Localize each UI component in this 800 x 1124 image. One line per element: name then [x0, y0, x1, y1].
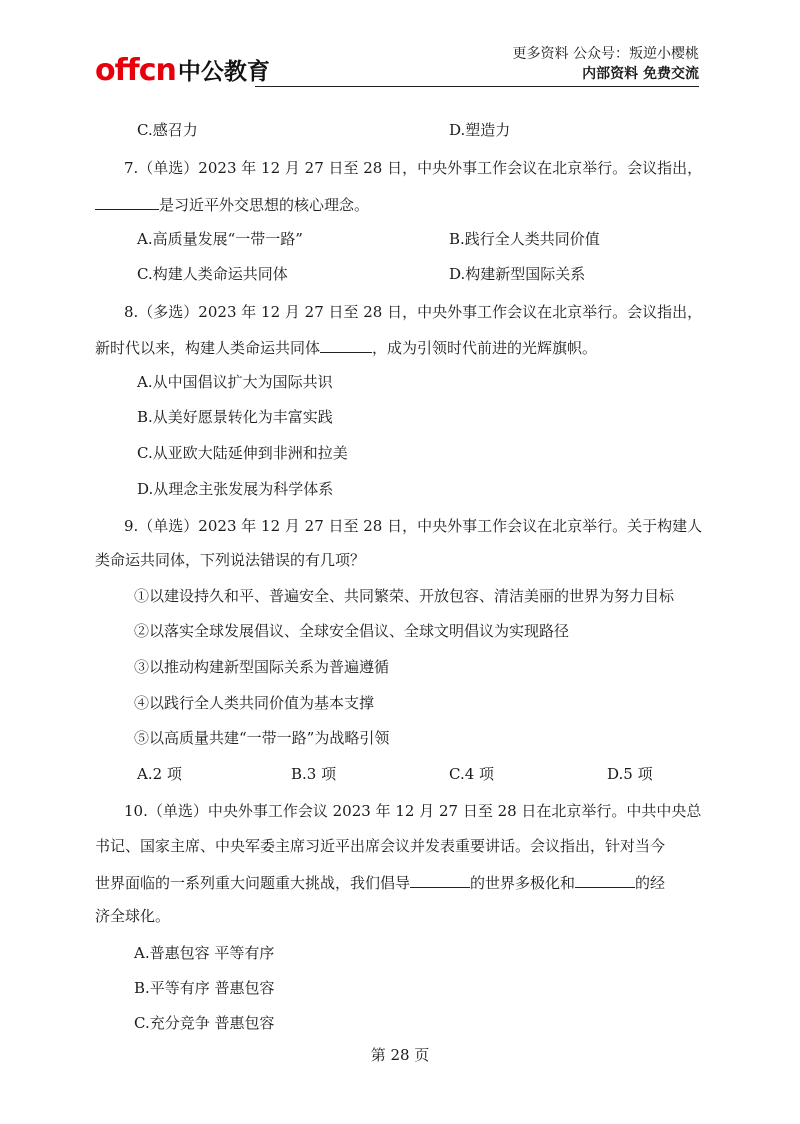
q10-stem-line3	[95, 871, 665, 893]
q8-stem-line2-before: 新时代以来，构建人类命运共同体	[95, 339, 321, 357]
q9-statement-1: ①以建设持久和平、普遍安全、共同繁荣、开放包容、清洁美丽的世界为努力目标	[134, 587, 675, 605]
q8-option-d: D.从理念主张发展为科学体系	[137, 480, 334, 498]
page-header	[95, 44, 699, 88]
q8-stem-line1: 8.（多选）2023 年 12 月 27 日至 28 日，中央外事工作会议在北京举行。会议指出，	[124, 303, 703, 321]
q6-option-d: D.塑造力	[449, 121, 511, 139]
q10-option-c: C.充分竞争 普惠包容	[134, 1014, 275, 1032]
q7-option-c: C.构建人类命运共同体	[137, 265, 288, 283]
q10-stem-line1: 10.（单选）中央外事工作会议 2023 年 12 月 27 日至 28 日在北京举行。中共中央总	[124, 802, 702, 820]
header-notice-line1: 更多资料 公众号：叛逆小樱桃	[512, 46, 699, 62]
page-number: 第 28 页	[370, 1046, 430, 1064]
q7-stem-line2-text: 是习近平外交思想的核心理念。	[159, 196, 370, 214]
q10-answer-blank-1	[410, 871, 470, 888]
q9-option-b: B.3 项	[291, 765, 337, 783]
q7-option-d: D.构建新型国际关系	[449, 265, 586, 283]
q7-answer-blank	[95, 193, 159, 210]
q9-statement-2: ②以落实全球发展倡议、全球安全倡议、全球文明倡议为实现路径	[134, 622, 570, 640]
logo-text-en: offcn	[95, 53, 176, 88]
q10-stem-line3-mid: 的世界多极化和	[470, 874, 576, 892]
q9-stem-line2: 类命运共同体，下列说法错误的有几项？	[95, 551, 366, 569]
q10-stem-line3-after: 的经	[635, 874, 666, 892]
q10-stem-line3-before: 世界面临的一系列重大问题重大挑战，我们倡导	[95, 874, 411, 892]
header-rule	[255, 86, 699, 87]
q9-option-c: C.4 项	[449, 765, 495, 783]
q6-option-c: C.感召力	[137, 121, 198, 139]
q10-answer-blank-2	[575, 871, 635, 888]
q8-stem-line2-after: ，成为引领时代前进的光辉旗帜。	[372, 339, 598, 357]
q10-option-b: B.平等有序 普惠包容	[134, 979, 275, 997]
q8-option-a: A.从中国倡议扩大为国际共识	[137, 373, 333, 391]
q10-option-a: A.普惠包容 平等有序	[134, 944, 275, 962]
q7-option-b: B.践行全人类共同价值	[449, 230, 600, 248]
header-notice	[513, 44, 699, 84]
q9-stem-line1: 9.（单选）2023 年 12 月 27 日至 28 日，中央外事工作会议在北京举行。关于构建人	[124, 517, 703, 535]
logo-text-cn: 中公教育	[177, 59, 270, 85]
q7-stem-line1: 7.（单选）2023 年 12 月 27 日至 28 日，中央外事工作会议在北京举行。会议指出，	[124, 159, 703, 177]
q9-option-a: A.2 项	[137, 765, 182, 783]
q9-statement-5: ⑤以高质量共建“一带一路”为战略引领	[134, 729, 390, 747]
q7-stem-line2	[95, 193, 369, 215]
q9-option-d: D.5 项	[607, 765, 653, 783]
q10-stem-line2: 书记、国家主席、中央军委主席习近平出席会议并发表重要讲话。会议指出，针对当今	[95, 837, 666, 855]
q9-statement-4: ④以践行全人类共同价值为基本支撑	[134, 694, 375, 712]
q8-stem-line2	[95, 336, 597, 358]
q7-option-a: A.高质量发展“一带一路”	[137, 230, 303, 248]
q9-statement-3: ③以推动构建新型国际关系为普遍遵循	[134, 658, 390, 676]
q8-answer-blank	[320, 336, 372, 353]
header-notice-line2: 内部资料 免费交流	[582, 66, 699, 82]
q8-option-b: B.从美好愿景转化为丰富实践	[137, 408, 333, 426]
offcn-logo	[95, 53, 270, 88]
q8-option-c: C.从亚欧大陆延伸到非洲和拉美	[137, 444, 348, 462]
q10-stem-line4: 济全球化。	[95, 907, 171, 925]
